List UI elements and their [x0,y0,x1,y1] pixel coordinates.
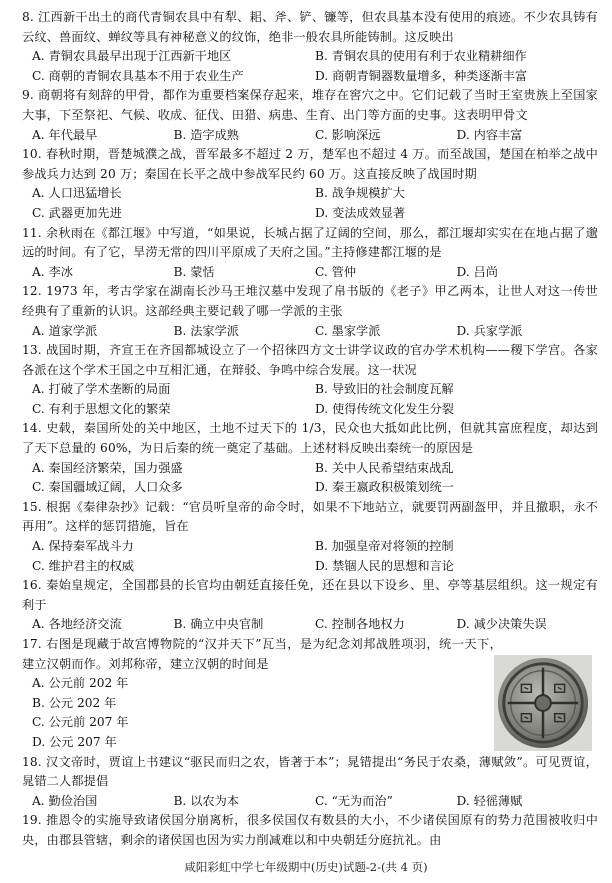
option-d: D. 内容丰富 [456,127,523,142]
option-c: C. 影响深远 [315,127,381,142]
option-c: C. 墨家学派 [315,323,381,338]
question [22,8,598,86]
option-a: A. 李冰 [32,264,73,279]
option-b: B. 公元 202 年 [32,695,117,710]
option-b: B. 加强皇帝对将领的控制 [315,539,454,554]
page-footer: 咸阳彩虹中学七年级期中(历史)试题-2-(共 4 页) [184,860,428,874]
question [22,419,598,497]
option-d: D. 吕尚 [456,264,498,279]
question [22,86,598,145]
option-b: B. 造字成熟 [173,127,239,142]
option-d: D. 减少决策失误 [456,617,547,632]
question-stem: 11. 余秋雨在《都江堰》中写道，“如果说，长城占据了辽阔的空间，那么，都江堰却实实在在地占据了邈远的时间。有了它，旱涝无常的四川平原成了天府之国。”主持修建都江堰的是 [22,225,598,260]
question-options [22,380,598,419]
option-b: B. 以农为本 [173,793,239,808]
question-options [22,47,598,86]
question [22,224,598,283]
option-c: C. 有利于思想文化的繁荣 [32,401,171,416]
option-d: D. 变法成效显著 [315,205,406,220]
question-options [22,537,598,576]
question-options [22,184,598,223]
option-a: A. 道家学派 [32,323,98,338]
option-d: D. 秦王嬴政积极策划统一 [315,480,454,495]
question-17-stem: 17. 右图是现藏于故宫博物院的“汉并天下”瓦当，是为纪念刘邦战胜项羽，统一天下，建立汉朝而作。刘邦称帝，建立汉朝的时间是 [22,637,502,671]
option-d: D. 使得传统文化发生分裂 [315,401,454,416]
question-stem: 15. 根据《秦律杂抄》记载：“官员听皇帝的命令时，如果不下地站立，就要罚两副盔甲，并且撤职，永不再用”。这样的惩罚措施，旨在 [22,499,598,534]
question-19-stem: 19. 推恩令的实施导致诸侯国分崩离析，很多侯国仅有数县的大小，不少诸侯国原有的势力范围被收归中央，由郡县管辖，剩余的诸侯国也因为实力削减难以和中央朝廷分庭抗礼。由 [22,813,598,847]
question-stem: 14. 史载，秦国所处的关中地区，土地不过天下的 1/3，民众也大抵如此比例，但就其富庶程度，却达到了天下总量的 60%，为日后秦的统一奠定了基础。上述材料反映出秦统一的原因是 [22,421,598,456]
question-stem: 8. 江西新干出土的商代青铜农具中有犁、耜、斧、铲、镰等，但农具基本没有使用的痕迹。不少农具铸有云纹、兽面纹、蝉纹等具有神秘意义的纹饰，绝非一般农具所能铸制。这反映出 [22,10,598,44]
question-options [22,263,598,283]
option-c: C. 维护君主的权威 [32,558,134,573]
option-b: B. 蒙恬 [173,264,215,279]
question-stem: 9. 商朝将有刻辞的甲骨，都作为重要档案保存起来，堆存在窖穴之中。它们记载了当时王室贵族上至国家大事，下至祭祀、气候、收成、征伐、田猎、病患、生育、出门等方面的史事。这表明甲骨文 [22,88,598,122]
question-options [22,459,598,498]
question-17 [22,635,598,753]
question-stem: 18. 汉文帝时，贾谊上书建议“驱民而归之农，皆著于本”；晁错提出“务民于农桑，薄赋敛”。可见贾谊，晁错二人都提倡 [22,754,598,789]
option-a: A. 打破了学术垄断的局面 [32,382,171,397]
question [22,576,598,635]
option-b: B. 关中人民希望结束战乱 [315,460,454,475]
question-options [22,615,598,635]
question [22,341,598,419]
option-d: D. 公元 207 年 [32,734,117,749]
option-b: B. 法家学派 [173,323,239,338]
option-c: C. 武器更加先进 [32,205,122,220]
option-d: D. 商朝青铜器数量增多，种类逐渐丰富 [315,68,528,83]
question-list-tail [22,753,598,812]
option-a: A. 青铜农具最早出现于江西新干地区 [32,49,232,64]
question [22,145,598,223]
option-a: A. 各地经济交流 [32,617,122,632]
option-d: D. 禁锢人民的思想和言论 [315,558,454,573]
option-d: D. 兵家学派 [456,323,523,338]
option-c: C. 控制各地权力 [315,617,405,632]
option-b: B. 导致旧的社会制度瓦解 [315,382,454,397]
question [22,498,598,576]
question-options [22,126,598,146]
option-c: C. 管仲 [315,264,357,279]
question-stem: 12. 1973 年，考古学家在湖南长沙马王堆汉墓中发现了帛书版的《老子》甲乙两本，让世人对这一传世经典有了重新的认识。这部经典主要记载了哪一学派的主张 [22,284,598,318]
question-stem: 16. 秦始皇规定，全国郡县的长官均由朝廷直接任免，还在县以下设乡、里、亭等基层组织。这一规定有利于 [22,578,598,612]
option-d: D. 轻徭薄赋 [456,793,523,808]
option-a: A. 秦国经济繁荣，国力强盛 [32,460,183,475]
question-stem: 13. 战国时期，齐宣王在齐国都城设立了一个招徕四方文士讲学议政的官办学术机构——稷下学宫。各家各派在这个学术王国之中互相汇通，在辩驳、争鸣中综合发展。这一状况 [22,343,598,377]
question-19 [22,811,598,850]
option-a: A. 年代最早 [32,127,98,142]
option-c: C. “无为而治” [315,793,393,808]
option-c: C. 秦国疆域辽阔，人口众多 [32,480,183,495]
question [22,282,598,341]
option-c: C. 商朝的青铜农具基本不用于农业生产 [32,68,244,83]
question [22,753,598,812]
question-stem: 10. 春秋时期，晋楚城濮之战，晋军最多不超过 2 万，楚军也不超过 4 万。而至战国，楚国在柏举之战中参战兵力达到 20 万；秦国在长平之战中参战军民约 60 万。这直接反映了战国时期 [22,147,598,181]
option-b: B. 青铜农具的使用有利于农业精耕细作 [315,49,527,64]
option-c: C. 公元前 207 年 [32,715,129,730]
option-a: A. 公元前 202 年 [32,676,129,691]
option-b: B. 战争规模扩大 [315,186,405,201]
question-options [22,322,598,342]
han-wadang-tile-image [494,655,592,751]
question-options [22,792,598,812]
option-a: A. 勤俭治国 [32,793,98,808]
question-17-options [22,674,502,752]
question-list [22,8,598,635]
option-a: A. 保持秦军战斗力 [32,539,134,554]
question-17-text [22,635,502,753]
option-a: A. 人口迅猛增长 [32,186,122,201]
option-b: B. 确立中央官制 [173,617,264,632]
